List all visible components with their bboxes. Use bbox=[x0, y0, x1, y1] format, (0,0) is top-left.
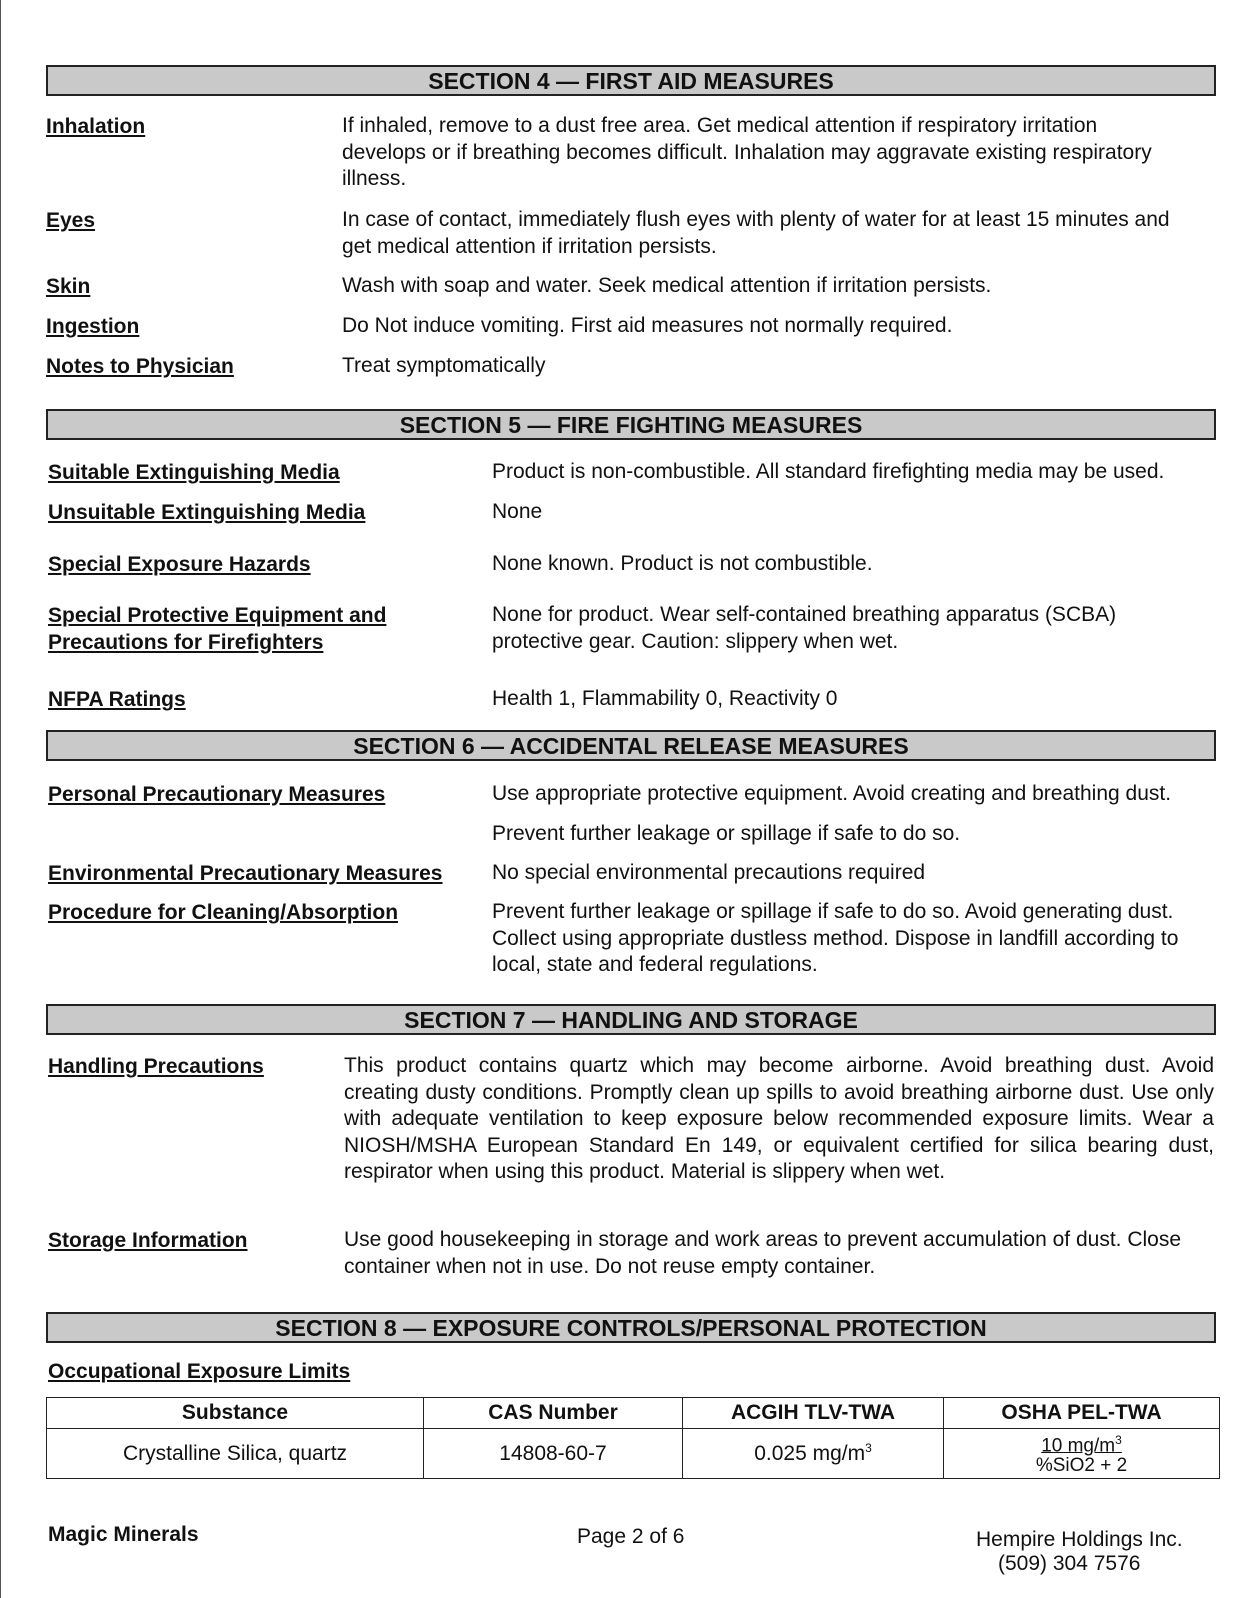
section-8-heading: SECTION 8 — EXPOSURE CONTROLS/PERSONAL PROTECTION bbox=[46, 1312, 1216, 1343]
table-header-row bbox=[47, 1398, 1220, 1429]
eyes-text: In case of contact, immediately flush eyes with plenty of water for at least 15 minutes and get medical attention if irritation persists. bbox=[342, 208, 1170, 258]
acgih-value: 0.025 mg/m bbox=[754, 1442, 866, 1465]
eyes-label: Eyes bbox=[46, 209, 96, 232]
cleaning-procedure-label: Procedure for Cleaning/Absorption bbox=[48, 901, 399, 924]
table-row bbox=[47, 1429, 1220, 1479]
cas-cell: 14808-60-7 bbox=[424, 1429, 683, 1479]
osha-denominator: %SiO2 + 2 bbox=[1035, 1455, 1128, 1477]
special-exposure-text: None known. Product is not combustible. bbox=[492, 552, 873, 575]
osha-superscript: 3 bbox=[1115, 1432, 1122, 1447]
protective-equipment-label: Special Protective Equipment and Precautions for Firefighters bbox=[48, 604, 387, 654]
skin-text: Wash with soap and water. Seek medical attention if irritation persists. bbox=[342, 274, 992, 297]
section-7-heading: SECTION 7 — HANDLING AND STORAGE bbox=[46, 1004, 1216, 1035]
section-4-heading: SECTION 4 — FIRST AID MEASURES bbox=[46, 65, 1216, 96]
col-acgih-header: ACGIH TLV-TWA bbox=[683, 1398, 944, 1429]
nfpa-label: NFPA Ratings bbox=[48, 688, 186, 711]
footer-page-number: Page 2 of 6 bbox=[577, 1525, 685, 1548]
footer-phone: (509) 304 7576 bbox=[998, 1552, 1141, 1575]
personal-measures-text: Use appropriate protective equipment. Avoid creating and breathing dust. bbox=[492, 782, 1172, 805]
protective-equipment-text: None for product. Wear self-contained breathing apparatus (SCBA) protective gear. Caution: slippery when wet. bbox=[492, 603, 1117, 653]
notes-physician-text: Treat symptomatically bbox=[342, 354, 546, 377]
special-exposure-label: Special Exposure Hazards bbox=[48, 553, 311, 576]
inhalation-text: If inhaled, remove to a dust free area. Get medical attention if respiratory irritation develops or if breathing becomes difficult. Inhalation may aggravate existing respiratory illness. bbox=[342, 114, 1152, 190]
inhalation-label: Inhalation bbox=[46, 115, 146, 138]
col-cas-header: CAS Number bbox=[424, 1398, 683, 1429]
osha-numerator-text: 10 mg/m bbox=[1041, 1435, 1116, 1457]
handling-precautions-text: This product contains quartz which may become airborne. Avoid breathing dust. Avoid creating dusty conditions. Promptly clean up spills to avoid breathing airborne dust. Use only with adequate ventilation to keep exposure below recommended exposure limits. Wear a NIOSH/MSHA European Standard En 149, or equivalent certified for silica bearing dust, respirator when using this product. Material is slippery when wet. bbox=[344, 1054, 1214, 1183]
unsuitable-media-text: None bbox=[492, 500, 543, 523]
footer-holder: Hempire Holdings Inc. bbox=[976, 1528, 1183, 1551]
suitable-media-label: Suitable Extinguishing Media bbox=[48, 461, 340, 484]
osha-cell bbox=[944, 1429, 1220, 1479]
notes-physician-label: Notes to Physician bbox=[46, 355, 234, 378]
nfpa-text: Health 1, Flammability 0, Reactivity 0 bbox=[492, 687, 838, 710]
osha-numerator bbox=[1036, 1430, 1127, 1456]
occupational-limits-heading: Occupational Exposure Limits bbox=[48, 1360, 351, 1383]
section-5-heading: SECTION 5 — FIRE FIGHTING MEASURES bbox=[46, 409, 1216, 440]
unsuitable-media-label: Unsuitable Extinguishing Media bbox=[48, 501, 366, 524]
handling-precautions-label: Handling Precautions bbox=[48, 1055, 264, 1078]
ingestion-text: Do Not induce vomiting. First aid measures not normally required. bbox=[342, 314, 953, 337]
ingestion-label: Ingestion bbox=[46, 315, 140, 338]
osha-fraction bbox=[1036, 1430, 1127, 1476]
acgih-superscript: 3 bbox=[865, 1441, 872, 1455]
section-6-heading: SECTION 6 — ACCIDENTAL RELEASE MEASURES bbox=[46, 730, 1216, 761]
environmental-measures-label: Environmental Precautionary Measures bbox=[48, 862, 443, 885]
substance-cell: Crystalline Silica, quartz bbox=[47, 1429, 424, 1479]
acgih-cell bbox=[683, 1429, 944, 1479]
storage-information-text: Use good housekeeping in storage and work areas to prevent accumulation of dust. Close container when not in use. Do not reuse empty container. bbox=[344, 1228, 1182, 1278]
exposure-limits-table bbox=[46, 1397, 1220, 1479]
col-osha-header: OSHA PEL-TWA bbox=[944, 1398, 1220, 1429]
environmental-measures-text: No special environmental precautions required bbox=[492, 861, 926, 884]
personal-measures-text-2: Prevent further leakage or spillage if safe to do so. bbox=[492, 822, 961, 845]
col-substance-header: Substance bbox=[47, 1398, 424, 1429]
skin-label: Skin bbox=[46, 275, 91, 298]
page-left-border bbox=[0, 0, 1, 1598]
cleaning-procedure-text: Prevent further leakage or spillage if safe to do so. Avoid generating dust. Collect using appropriate dustless method. Dispose in landfill according to local, state and federal regulations. bbox=[492, 900, 1179, 976]
footer-company: Magic Minerals bbox=[48, 1523, 199, 1546]
storage-information-label: Storage Information bbox=[48, 1229, 248, 1252]
personal-measures-label: Personal Precautionary Measures bbox=[48, 783, 386, 806]
suitable-media-text: Product is non-combustible. All standard firefighting media may be used. bbox=[492, 460, 1165, 483]
